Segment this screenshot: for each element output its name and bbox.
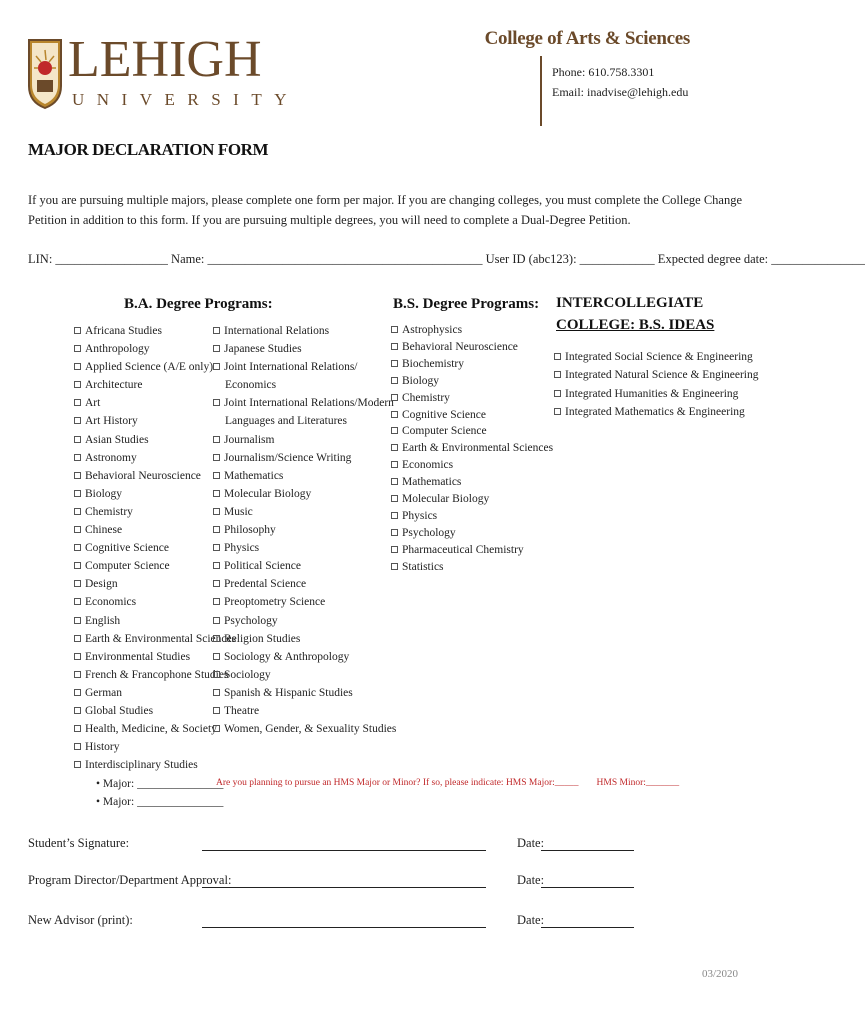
interdisciplinary-major-1-text: Major: _______________ [102,778,224,790]
ba-program-item[interactable] [74,666,236,684]
checkbox-icon[interactable] [213,472,220,479]
bs-header: B.S. Degree Programs: [393,296,540,312]
ba-program-item-label: Cognitive Science [85,542,169,555]
bs-program-item[interactable] [391,390,553,407]
checkbox-icon[interactable] [74,490,81,497]
approval-date-field[interactable] [541,887,634,888]
checkbox-icon[interactable] [213,689,220,696]
checkbox-icon[interactable] [74,617,81,624]
ba-program-item[interactable] [74,340,236,358]
intercollegiate-header-line2: COLLEGE: B.S. IDEAS [556,317,715,333]
ba-program-item-label: Physics [224,542,260,555]
checkbox-icon[interactable] [74,635,81,642]
checkbox-icon[interactable] [74,689,81,696]
bs-program-item[interactable] [391,559,553,576]
student-id-line[interactable]: LIN: __________________ Name: ____________________________________________ User ID (abc123): ____________ Expected degree date: _______________ [28,252,865,266]
ba-program-item[interactable] [74,539,236,557]
checkbox-icon[interactable] [213,707,220,714]
ba-program-item-label: Joint International Relations/Modern [224,397,394,410]
checkbox-icon[interactable] [213,436,220,443]
ba-program-item-label: Sociology [224,668,271,681]
student-date-field[interactable] [541,850,634,851]
checkbox-icon[interactable] [74,653,81,660]
bs-program-item-label: Pharmaceutical Chemistry [402,543,524,556]
intercollegiate-program-item[interactable] [554,385,759,403]
bs-program-item-label: Biochemistry [402,357,464,370]
intercollegiate-program-item[interactable] [554,403,759,421]
ba-program-item[interactable] [74,756,236,774]
ba-program-item[interactable] [213,702,396,720]
checkbox-icon[interactable] [213,544,220,551]
logo-subtitle: UNIVERSITY [72,90,299,109]
bs-program-item[interactable] [391,440,553,457]
checkbox-icon[interactable] [554,390,561,397]
bs-program-item[interactable] [391,407,553,424]
checkbox-icon[interactable] [554,408,561,415]
checkbox-icon[interactable] [391,461,398,468]
checkbox-icon[interactable] [213,508,220,515]
bs-program-item-label: Statistics [402,560,444,573]
advisor-name-label: New Advisor (print): [28,913,133,927]
checkbox-icon[interactable] [213,653,220,660]
ba-program-item-label: Languages and Literatures [225,415,347,428]
bs-program-item-label: Earth & Environmental Sciences [402,442,554,455]
ba-programs-column-1 [74,322,236,774]
checkbox-icon[interactable] [74,598,81,605]
checkbox-icon[interactable] [213,562,220,569]
checkbox-icon[interactable] [391,377,398,384]
bs-program-item-label: Computer Science [402,425,487,438]
ba-program-item[interactable] [74,431,236,449]
checkbox-icon[interactable] [391,546,398,553]
checkbox-icon[interactable] [74,562,81,569]
ba-program-item-label: Economics [225,379,277,392]
ba-program-item[interactable] [74,376,236,394]
bs-program-item[interactable] [391,457,553,474]
ba-program-item-label: Music [224,505,253,518]
checkbox-icon[interactable] [213,598,220,605]
approval-signature-label: Program Director/Department Approval: [28,873,232,887]
bs-program-item[interactable] [391,525,553,542]
ba-program-item-label: Earth & Environmental Sciences [85,632,237,645]
college-title: College of Arts & Sciences [484,28,690,49]
bs-program-item-label: Biology [402,374,440,387]
hms-minor-text: HMS Minor:_______ [596,778,680,788]
bs-program-item[interactable] [391,542,553,559]
ba-program-item[interactable] [213,467,396,485]
student-signature-field[interactable] [202,850,486,851]
logo-wordmark: LEHIGH [68,31,262,88]
ba-program-item-label: Asian Studies [85,433,149,446]
checkbox-icon[interactable] [213,454,220,461]
intercollegiate-program-item[interactable] [554,366,759,384]
ba-program-item[interactable] [74,358,236,376]
ba-program-item-label: Psychology [224,614,278,627]
checkbox-icon[interactable] [391,495,398,502]
ba-program-item[interactable] [213,593,396,611]
student-date-label: Date: [517,836,545,850]
ba-program-item[interactable] [213,539,396,557]
bs-program-item[interactable] [391,339,553,356]
ba-program-item[interactable] [213,557,396,575]
checkbox-icon[interactable] [74,345,81,352]
contact-info [552,62,688,102]
ba-program-item-label: German [85,686,123,699]
approval-signature-field[interactable] [202,887,486,888]
ba-program-item-label: Economics [85,596,137,609]
checkbox-icon[interactable] [74,526,81,533]
checkbox-icon[interactable] [213,526,220,533]
bs-program-item-label: Astrophysics [402,324,463,336]
form-title: MAJOR DECLARATION FORM [28,140,269,159]
ba-program-item-label: Spanish & Hispanic Studies [224,686,353,699]
ba-program-item-label: Africana Studies [85,325,162,337]
ba-program-item[interactable] [74,702,236,720]
ba-program-item[interactable] [74,467,236,485]
shield-icon [28,38,62,110]
checkbox-icon[interactable] [391,444,398,451]
checkbox-icon[interactable] [391,563,398,570]
checkbox-icon[interactable] [74,363,81,370]
bs-program-item[interactable] [391,373,553,390]
ba-program-item[interactable] [213,648,396,666]
ba-program-item-label: Astronomy [85,451,137,464]
approval-date-label: Date: [517,873,545,887]
intercollegiate-program-item-label: Integrated Mathematics & Engineering [565,406,745,419]
interdisciplinary-majors [96,775,223,811]
ba-program-item-label: Journalism/Science Writing [224,451,352,464]
advisor-date-label: Date: [517,913,545,927]
intercollegiate-header [556,292,714,336]
lehigh-logo [28,31,299,116]
ba-program-item-label: Mathematics [224,469,284,482]
ba-program-item-label: Anthropology [85,343,150,356]
interdisciplinary-major-2[interactable]: • Major: _______________ [96,796,224,808]
checkbox-icon[interactable] [391,427,398,434]
intercollegiate-program-item[interactable] [554,348,759,366]
ba-program-item[interactable] [213,684,396,702]
checkbox-icon[interactable] [213,399,220,406]
checkbox-icon[interactable] [213,671,220,678]
ba-program-item-label: Applied Science (A/E only) [85,361,214,374]
ba-program-item[interactable] [74,521,236,539]
ba-program-item-label: Religion Studies [224,632,301,645]
checkbox-icon[interactable] [391,343,398,350]
checkbox-icon[interactable] [213,327,220,334]
ba-program-item-label: Biology [85,487,123,500]
checkbox-icon[interactable] [391,478,398,485]
ba-program-item[interactable] [213,431,396,449]
ba-program-item[interactable] [74,684,236,702]
advisor-date-field[interactable] [541,927,634,928]
checkbox-icon[interactable] [391,360,398,367]
bs-program-item-label: Behavioral Neuroscience [402,340,518,353]
ba-program-item[interactable] [74,322,236,340]
ba-program-item[interactable] [74,449,236,467]
ba-program-item[interactable] [213,630,396,648]
ba-program-item[interactable] [74,557,236,575]
phone-text: Phone: 610.758.3301 [552,65,655,79]
hms-question[interactable] [216,778,679,788]
checkbox-icon[interactable] [213,617,220,624]
ba-program-item-label: Political Science [224,560,301,573]
ba-program-item-label: History [85,741,120,754]
ba-program-item-label: Molecular Biology [224,487,312,500]
ba-program-item[interactable] [213,449,396,467]
ba-program-item-label: Philosophy [224,524,276,537]
ba-program-item-label: Preoptometry Science [224,596,326,609]
checkbox-icon[interactable] [213,363,220,370]
checkbox-icon[interactable] [391,512,398,519]
bs-program-item[interactable] [391,491,553,508]
checkbox-icon[interactable] [74,707,81,714]
bs-program-item-label: Economics [402,459,454,472]
checkbox-icon[interactable] [213,725,220,732]
bs-program-item-label: Physics [402,509,438,522]
intro-text: If you are pursuing multiple majors, please complete one form per major. If you are changing colleges, you must complete the College Change Petition in addition to this form. If you are pursuing multiple degrees, you will need to complete a Dual-Degree Petition. [28,193,743,227]
ba-program-item-label: Theatre [224,704,260,717]
ba-program-item-label: Global Studies [85,704,154,717]
header-divider [540,56,542,126]
ba-program-item-label: Chinese [85,524,123,537]
checkbox-icon[interactable] [74,761,81,768]
checkbox-icon[interactable] [213,635,220,642]
ba-program-item-label: Joint International Relations/ [224,361,358,374]
ba-program-item [213,376,396,394]
checkbox-icon[interactable] [74,399,81,406]
ba-program-item-label: Health, Medicine, & Society [85,723,217,736]
ba-program-item-label: Japanese Studies [224,343,302,356]
intercollegiate-program-item-label: Integrated Social Science & Engineering [565,351,753,363]
bs-program-item[interactable] [391,322,553,339]
ba-program-item[interactable] [213,322,396,340]
checkbox-icon[interactable] [213,345,220,352]
ba-program-item[interactable] [74,485,236,503]
bs-program-item[interactable] [391,423,553,440]
ba-program-item [213,412,396,430]
revision-date: 03/2020 [702,968,739,980]
ba-header: B.A. Degree Programs: [124,296,273,312]
ba-program-item[interactable] [213,612,396,630]
ba-program-item[interactable] [213,666,396,684]
ba-program-item[interactable] [74,412,236,430]
ba-program-item[interactable] [213,521,396,539]
checkbox-icon[interactable] [74,725,81,732]
ba-program-item[interactable] [74,593,236,611]
ba-program-item-label: Predental Science [224,578,307,591]
checkbox-icon[interactable] [74,544,81,551]
ba-program-item-label: Architecture [85,379,143,392]
ba-program-item-label: Art [85,397,101,410]
intercollegiate-programs-column [554,348,759,422]
ba-program-item-label: English [85,614,121,627]
ba-program-item[interactable] [74,630,236,648]
bs-program-item-label: Mathematics [402,476,462,489]
ba-program-item[interactable] [74,575,236,593]
student-signature-label: Student’s Signature: [28,836,130,850]
ba-program-item[interactable] [74,612,236,630]
checkbox-icon[interactable] [74,508,81,515]
ba-program-item-label: Design [85,578,118,591]
ba-program-item[interactable] [74,394,236,412]
checkbox-icon[interactable] [74,472,81,479]
ba-program-item[interactable] [213,394,396,412]
ba-program-item-label: Journalism [224,433,275,446]
ba-program-item[interactable] [213,575,396,593]
ba-program-item[interactable] [74,738,236,756]
checkbox-icon[interactable] [74,327,81,334]
bs-program-item[interactable] [391,474,553,491]
bs-program-item-label: Psychology [402,526,456,539]
bs-programs-column [391,322,553,576]
ba-program-item[interactable] [74,503,236,521]
checkbox-icon[interactable] [74,417,81,424]
ba-program-item-label: Interdisciplinary Studies [85,759,198,772]
ba-program-item[interactable] [213,340,396,358]
ba-program-item-label: Behavioral Neuroscience [85,469,201,482]
checkbox-icon[interactable] [74,436,81,443]
checkbox-icon[interactable] [391,326,398,333]
bs-program-item[interactable] [391,356,553,373]
ba-program-item[interactable] [213,503,396,521]
ba-program-item[interactable] [74,720,236,738]
ba-program-item-label: Computer Science [85,560,170,573]
advisor-name-field[interactable] [202,927,486,928]
ba-program-item-label: French & Francophone Studies [85,668,229,681]
email-text: Email: inadvise@lehigh.edu [552,85,689,99]
ba-program-item-label: Environmental Studies [85,650,191,663]
checkbox-icon[interactable] [391,411,398,418]
checkbox-icon[interactable] [213,490,220,497]
intercollegiate-header-line1: INTERCOLLEGIATE [556,295,704,311]
interdisciplinary-major-2-text: Major: _______________ [102,796,224,808]
checkbox-icon[interactable] [74,454,81,461]
bs-program-item-label: Chemistry [402,391,450,404]
intercollegiate-program-item-label: Integrated Natural Science & Engineering [565,369,759,382]
ba-programs-column-2 [213,322,396,738]
checkbox-icon[interactable] [213,580,220,587]
checkbox-icon[interactable] [74,381,81,388]
ba-program-item-label: Chemistry [85,505,133,518]
ba-program-item[interactable] [74,648,236,666]
ba-program-item[interactable] [213,485,396,503]
bs-program-item-label: Molecular Biology [402,493,490,506]
bs-program-item[interactable] [391,508,553,525]
ba-program-item-label: Art History [85,415,138,428]
checkbox-icon[interactable] [74,671,81,678]
ba-program-item-label: Women, Gender, & Sexuality Studies [224,723,397,736]
checkbox-icon[interactable] [74,743,81,750]
checkbox-icon[interactable] [554,353,561,360]
ba-program-item[interactable] [213,720,396,738]
checkbox-icon[interactable] [391,529,398,536]
ba-program-item-label: International Relations [224,325,330,337]
intercollegiate-program-item-label: Integrated Humanities & Engineering [565,387,739,400]
checkbox-icon[interactable] [391,394,398,401]
interdisciplinary-major-1[interactable]: • Major: _______________ [96,778,224,790]
hms-major-text: Are you planning to pursue an HMS Major or Minor? If so, please indicate: HMS Major:_____ [216,778,579,788]
ba-program-item[interactable] [213,358,396,376]
checkbox-icon[interactable] [74,580,81,587]
bs-program-item-label: Cognitive Science [402,408,486,421]
checkbox-icon[interactable] [554,371,561,378]
ba-program-item-label: Sociology & Anthropology [224,650,350,663]
